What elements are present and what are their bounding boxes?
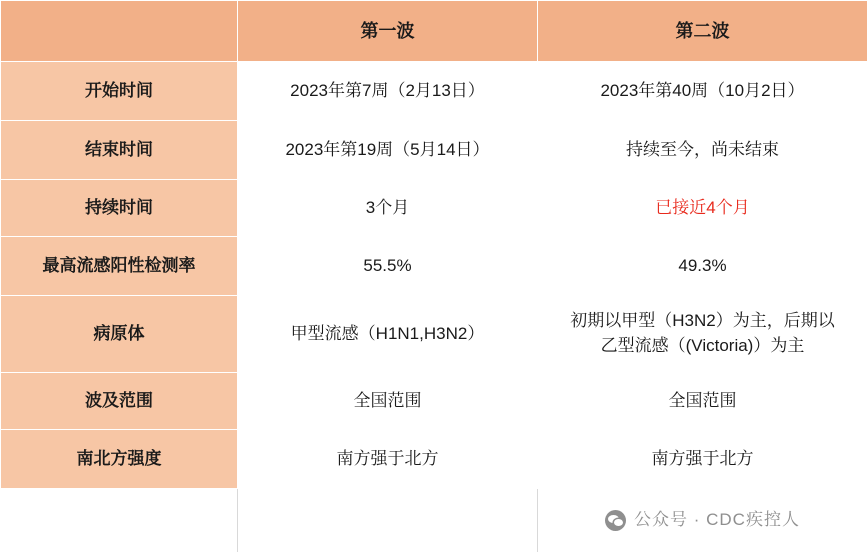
table-footer-row xyxy=(1,489,867,553)
cell-wave2-north-south-intensity: 南方强于北方 xyxy=(538,430,867,489)
cell-wave2-duration: 已接近4个月 xyxy=(538,180,867,237)
row-label-peak-positive-rate: 最高流感阳性检测率 xyxy=(1,237,238,296)
row-label-start-time: 开始时间 xyxy=(1,62,238,121)
table-row xyxy=(1,296,867,373)
column-header-wave1: 第一波 xyxy=(238,1,538,62)
cell-wave2-start-time: 2023年第40周（10月2日） xyxy=(538,62,867,121)
watermark-text: 公众号 · CDC疾控人 xyxy=(634,508,800,533)
table-row xyxy=(1,62,867,121)
wechat-icon xyxy=(605,510,626,531)
cell-wave1-north-south-intensity: 南方强于北方 xyxy=(238,430,538,489)
footer-corner-cell xyxy=(1,489,238,553)
cell-wave2-pathogen-line2: 乙型流感（(Victoria)）为主 xyxy=(546,334,859,359)
footer-cell-watermark xyxy=(538,489,867,553)
table-row xyxy=(1,121,867,180)
cell-wave1-start-time: 2023年第7周（2月13日） xyxy=(238,62,538,121)
table-header-row xyxy=(1,1,867,62)
cell-wave1-peak-positive-rate: 55.5% xyxy=(238,237,538,296)
footer-cell-wave1 xyxy=(238,489,538,553)
table-row xyxy=(1,180,867,237)
cell-wave1-duration: 3个月 xyxy=(238,180,538,237)
table-row xyxy=(1,430,867,489)
cell-wave2-pathogen xyxy=(538,296,867,373)
cell-wave2-end-time: 持续至今，尚未结束 xyxy=(538,121,867,180)
cell-wave2-affected-area: 全国范围 xyxy=(538,373,867,430)
cell-wave1-pathogen: 甲型流感（H1N1,H3N2） xyxy=(238,296,538,373)
row-label-pathogen: 病原体 xyxy=(1,296,238,373)
cell-wave1-affected-area: 全国范围 xyxy=(238,373,538,430)
cell-wave1-end-time: 2023年第19周（5月14日） xyxy=(238,121,538,180)
table-corner-cell xyxy=(1,1,238,62)
row-label-north-south-intensity: 南北方强度 xyxy=(1,430,238,489)
row-label-affected-area: 波及范围 xyxy=(1,373,238,430)
row-label-end-time: 结束时间 xyxy=(1,121,238,180)
cell-wave2-pathogen-line1: 初期以甲型（H3N2）为主，后期以 xyxy=(546,309,859,334)
column-header-wave2: 第二波 xyxy=(538,1,867,62)
table-row xyxy=(1,373,867,430)
cell-wave2-peak-positive-rate: 49.3% xyxy=(538,237,867,296)
table-row xyxy=(1,237,867,296)
watermark xyxy=(546,508,859,533)
row-label-duration: 持续时间 xyxy=(1,180,238,237)
